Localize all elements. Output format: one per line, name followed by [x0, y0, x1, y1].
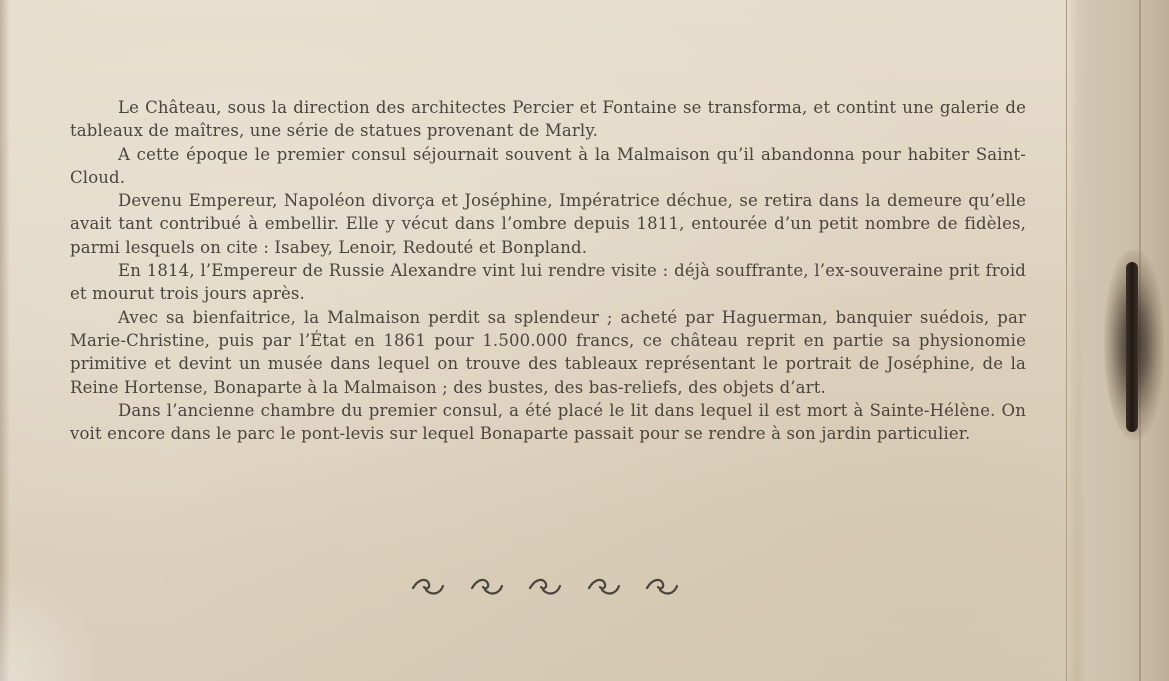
document-body — [70, 96, 1026, 445]
swirl-ornament-icon — [469, 574, 505, 600]
swirl-ornament-row — [410, 572, 680, 602]
swirl-ornament-icon — [586, 574, 622, 600]
paragraph-6: Dans l’ancienne chambre du premier consul, a été placé le lit dans lequel il est mort à Sainte-Hélène. On voit encore dans le parc le pont-levis sur lequel Bonaparte passait pour se rendre à son jardin particulier. — [70, 400, 1026, 444]
swirl-ornament-icon — [410, 574, 446, 600]
swirl-ornament-icon — [527, 574, 563, 600]
paragraph-4: En 1814, l’Empereur de Russie Alexandre vint lui rendre visite : déjà souffrante, l’ex-souveraine prit froid et mourut trois jours après. — [70, 261, 1026, 304]
swirl-ornament-icon — [644, 574, 680, 600]
paragraph-2: A cette époque le premier consul séjournait souvent à la Malmaison qu’il abandonna pour habiter Saint-Cloud. — [70, 144, 1026, 187]
paragraph-3: Devenu Empereur, Napoléon divorça et Joséphine, Impératrice déchue, se retira dans la demeure qu’elle avait tant contribué à embellir. Elle y vécut dans l’ombre depuis 1811, entourée d’un petit nombre de fidèles, parmi lesquels on cite : Isabey, Lenoir, Redouté et Bonpland. — [70, 191, 1026, 257]
binding-post — [1126, 262, 1138, 432]
paragraph-5: Avec sa bienfaitrice, la Malmaison perdit sa splendeur ; acheté par Haguerman, banquier suédois, par Marie-Christine, puis par l’État en 1861 pour 1.500.000 francs, ce château reprit en partie sa physionomie primitive et devint un musée dans lequel on trouve des tableaux représentant le portrait de Joséphine, de la Reine Hortense, Bonaparte à la Malmaison ; des bustes, des bas-reliefs, des objets d’art. — [70, 307, 1026, 397]
corner-wear — [0, 561, 120, 681]
paragraph-1: Le Château, sous la direction des architectes Percier et Fontaine se transforma, et contint une galerie de tableaux de maîtres, une série de statues provenant de Marly. — [70, 98, 1026, 141]
